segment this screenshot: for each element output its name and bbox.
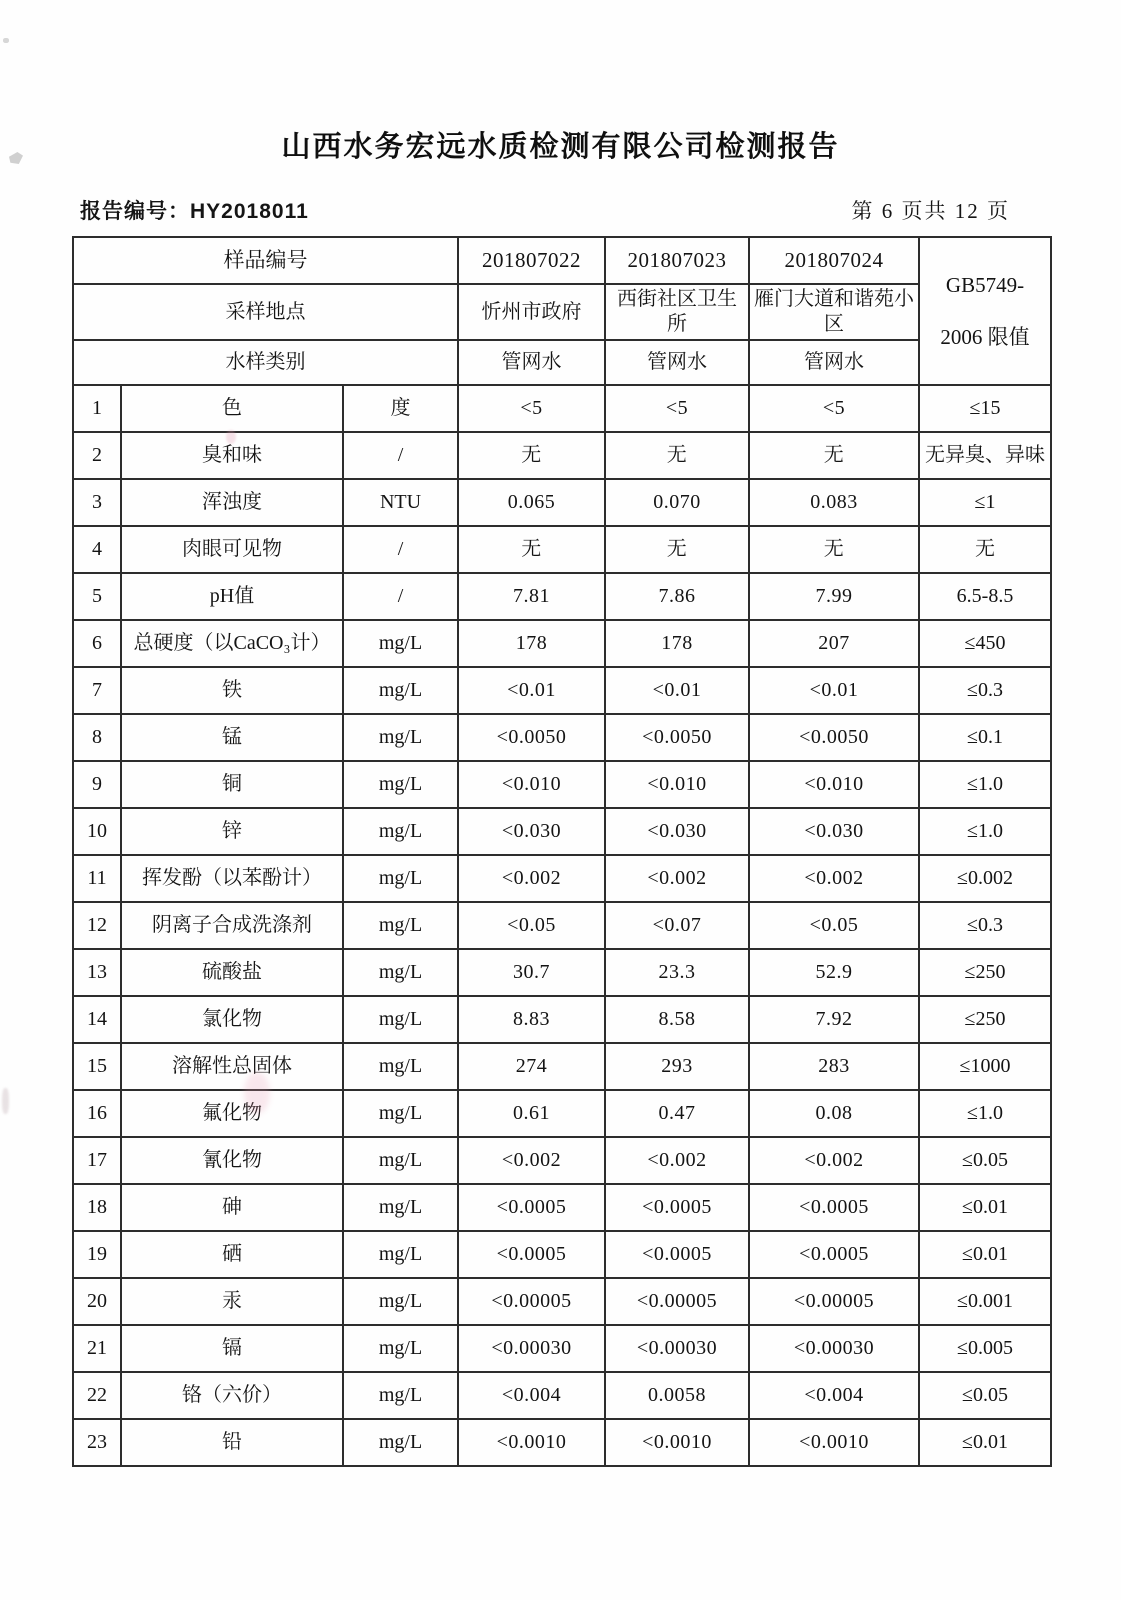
sample-no-cell-2: 201807023 (605, 237, 749, 284)
value-cell-sample-2: 23.3 (605, 949, 749, 996)
value-cell-sample-3: 283 (749, 1043, 919, 1090)
table-row (73, 902, 1051, 949)
value-cell-sample-1: 无 (458, 432, 605, 479)
row-index-cell: 8 (73, 714, 121, 761)
value-cell-sample-3: 无 (749, 432, 919, 479)
table-row (73, 949, 1051, 996)
parameter-name-cell: 色 (121, 385, 343, 432)
value-cell-sample-3: <0.01 (749, 667, 919, 714)
limit-value-cell: ≤15 (919, 385, 1051, 432)
value-cell-sample-3: <0.0010 (749, 1419, 919, 1466)
limit-value-cell: ≤0.01 (919, 1184, 1051, 1231)
limit-value-cell: ≤1 (919, 479, 1051, 526)
row-index-cell: 18 (73, 1184, 121, 1231)
value-cell-sample-3: <0.010 (749, 761, 919, 808)
value-cell-sample-2: 0.070 (605, 479, 749, 526)
table-row (73, 714, 1051, 761)
row-index-cell: 9 (73, 761, 121, 808)
value-cell-sample-1: <0.01 (458, 667, 605, 714)
water-type-cell-1: 管网水 (458, 340, 605, 385)
table-row (73, 1043, 1051, 1090)
limit-value-cell: ≤0.05 (919, 1137, 1051, 1184)
value-cell-sample-1: 178 (458, 620, 605, 667)
unit-cell: mg/L (343, 902, 458, 949)
table-row (73, 479, 1051, 526)
value-cell-sample-1: <5 (458, 385, 605, 432)
table-row (73, 1325, 1051, 1372)
parameter-name-cell: 硒 (121, 1231, 343, 1278)
value-cell-sample-1: 8.83 (458, 996, 605, 1043)
table-row (73, 855, 1051, 902)
unit-cell: mg/L (343, 1231, 458, 1278)
parameter-name-cell: pH值 (121, 573, 343, 620)
value-cell-sample-3: <0.00005 (749, 1278, 919, 1325)
row-index-cell: 21 (73, 1325, 121, 1372)
unit-cell: mg/L (343, 667, 458, 714)
parameter-name-cell: 总硬度（以CaCO₃计） (121, 620, 343, 667)
row-index-cell: 17 (73, 1137, 121, 1184)
value-cell-sample-2: <0.002 (605, 855, 749, 902)
value-cell-sample-1: 无 (458, 526, 605, 573)
value-cell-sample-1: 7.81 (458, 573, 605, 620)
limit-value-cell: ≤0.01 (919, 1231, 1051, 1278)
row-index-cell: 6 (73, 620, 121, 667)
table-row (73, 808, 1051, 855)
value-cell-sample-2: <0.0010 (605, 1419, 749, 1466)
water-type-cell-2: 管网水 (605, 340, 749, 385)
value-cell-sample-3: 52.9 (749, 949, 919, 996)
value-cell-sample-1: <0.010 (458, 761, 605, 808)
sample-no-cell-1: 201807022 (458, 237, 605, 284)
scan-artifact (2, 1088, 9, 1114)
limit-value-cell: ≤0.3 (919, 902, 1051, 949)
parameter-name-cell: 砷 (121, 1184, 343, 1231)
limit-value-cell: ≤0.01 (919, 1419, 1051, 1466)
parameter-name-cell: 阴离子合成洗涤剂 (121, 902, 343, 949)
unit-cell: NTU (343, 479, 458, 526)
value-cell-sample-1: <0.004 (458, 1372, 605, 1419)
value-cell-sample-1: <0.00030 (458, 1325, 605, 1372)
row-index-cell: 19 (73, 1231, 121, 1278)
unit-cell: mg/L (343, 761, 458, 808)
parameter-name-cell: 铁 (121, 667, 343, 714)
value-cell-sample-2: <0.00030 (605, 1325, 749, 1372)
limit-standard-header-cell (919, 237, 1051, 385)
water-type-cell-3: 管网水 (749, 340, 919, 385)
row-index-cell: 1 (73, 385, 121, 432)
parameter-name-cell: 挥发酚（以苯酚计） (121, 855, 343, 902)
parameter-name-cell: 镉 (121, 1325, 343, 1372)
row-index-cell: 22 (73, 1372, 121, 1419)
limit-value-cell: 6.5-8.5 (919, 573, 1051, 620)
value-cell-sample-1: <0.00005 (458, 1278, 605, 1325)
table-row (73, 526, 1051, 573)
value-cell-sample-3: 无 (749, 526, 919, 573)
value-cell-sample-1: <0.0005 (458, 1231, 605, 1278)
report-title: 山西水务宏远水质检测有限公司检测报告 (281, 131, 840, 163)
value-cell-sample-2: <0.030 (605, 808, 749, 855)
limit-value-cell: ≤0.002 (919, 855, 1051, 902)
unit-cell: / (343, 432, 458, 479)
parameter-name-cell: 硫酸盐 (121, 949, 343, 996)
value-cell-sample-3: 7.92 (749, 996, 919, 1043)
value-cell-sample-2: <0.002 (605, 1137, 749, 1184)
table-row (73, 1419, 1051, 1466)
limit-value-cell: ≤1.0 (919, 761, 1051, 808)
value-cell-sample-3: <0.0050 (749, 714, 919, 761)
water-type-label-cell: 水样类别 (73, 340, 458, 385)
parameter-name-cell: 浑浊度 (121, 479, 343, 526)
parameter-name-cell: 锰 (121, 714, 343, 761)
location-cell-1: 忻州市政府 (458, 284, 605, 340)
limit-value-cell: ≤0.001 (919, 1278, 1051, 1325)
value-cell-sample-2: <0.0050 (605, 714, 749, 761)
unit-cell: mg/L (343, 996, 458, 1043)
row-index-cell: 13 (73, 949, 121, 996)
unit-cell: mg/L (343, 949, 458, 996)
page-indicator: 第 6 页共 12 页 (851, 199, 1010, 223)
unit-cell: mg/L (343, 1090, 458, 1137)
row-index-cell: 11 (73, 855, 121, 902)
unit-cell: mg/L (343, 1184, 458, 1231)
parameter-name-cell: 臭和味 (121, 432, 343, 479)
parameter-name-cell: 锌 (121, 808, 343, 855)
value-cell-sample-1: <0.0050 (458, 714, 605, 761)
value-cell-sample-2: <0.07 (605, 902, 749, 949)
value-cell-sample-1: <0.05 (458, 902, 605, 949)
value-cell-sample-3: <0.002 (749, 1137, 919, 1184)
table-row (73, 385, 1051, 432)
unit-cell: mg/L (343, 1043, 458, 1090)
value-cell-sample-2: <5 (605, 385, 749, 432)
unit-cell: / (343, 573, 458, 620)
limit-value-cell: 无 (919, 526, 1051, 573)
row-index-cell: 15 (73, 1043, 121, 1090)
value-cell-sample-3: <0.030 (749, 808, 919, 855)
value-cell-sample-1: 0.61 (458, 1090, 605, 1137)
table-row (73, 1137, 1051, 1184)
value-cell-sample-3: <0.004 (749, 1372, 919, 1419)
value-cell-sample-3: 7.99 (749, 573, 919, 620)
limit-value-cell: ≤0.1 (919, 714, 1051, 761)
limit-value-cell: ≤1.0 (919, 808, 1051, 855)
unit-cell: mg/L (343, 1137, 458, 1184)
row-index-cell: 5 (73, 573, 121, 620)
row-index-cell: 3 (73, 479, 121, 526)
table-row (73, 1278, 1051, 1325)
table-row (73, 667, 1051, 714)
unit-cell: mg/L (343, 808, 458, 855)
row-index-cell: 14 (73, 996, 121, 1043)
table-row (73, 996, 1051, 1043)
table-row (73, 1184, 1051, 1231)
value-cell-sample-3: 207 (749, 620, 919, 667)
unit-cell: mg/L (343, 855, 458, 902)
header-row-sample-no (73, 237, 1051, 284)
value-cell-sample-1: 0.065 (458, 479, 605, 526)
row-index-cell: 23 (73, 1419, 121, 1466)
value-cell-sample-2: 0.0058 (605, 1372, 749, 1419)
header-row-water-type (73, 340, 1051, 385)
sample-no-cell-3: 201807024 (749, 237, 919, 284)
value-cell-sample-3: <0.05 (749, 902, 919, 949)
value-cell-sample-2: 0.47 (605, 1090, 749, 1137)
value-cell-sample-3: <5 (749, 385, 919, 432)
limit-value-cell: ≤0.3 (919, 667, 1051, 714)
value-cell-sample-2: 无 (605, 526, 749, 573)
value-cell-sample-2: <0.00005 (605, 1278, 749, 1325)
header-row-location (73, 284, 1051, 340)
table-row (73, 1090, 1051, 1137)
value-cell-sample-2: 7.86 (605, 573, 749, 620)
unit-cell: mg/L (343, 1278, 458, 1325)
location-cell-3: 雁门大道和谐苑小区 (749, 284, 919, 340)
unit-cell: 度 (343, 385, 458, 432)
value-cell-sample-1: 274 (458, 1043, 605, 1090)
value-cell-sample-2: <0.0005 (605, 1231, 749, 1278)
unit-cell: mg/L (343, 714, 458, 761)
row-index-cell: 16 (73, 1090, 121, 1137)
value-cell-sample-1: <0.002 (458, 1137, 605, 1184)
unit-cell: / (343, 526, 458, 573)
value-cell-sample-1: 30.7 (458, 949, 605, 996)
parameter-name-cell: 铜 (121, 761, 343, 808)
value-cell-sample-2: 293 (605, 1043, 749, 1090)
value-cell-sample-2: 无 (605, 432, 749, 479)
row-index-cell: 12 (73, 902, 121, 949)
row-index-cell: 4 (73, 526, 121, 573)
limit-value-cell: ≤0.005 (919, 1325, 1051, 1372)
unit-cell: mg/L (343, 620, 458, 667)
value-cell-sample-3: <0.0005 (749, 1184, 919, 1231)
parameter-name-cell: 汞 (121, 1278, 343, 1325)
parameter-name-cell: 氰化物 (121, 1137, 343, 1184)
limit-value-cell: ≤0.05 (919, 1372, 1051, 1419)
value-cell-sample-2: 178 (605, 620, 749, 667)
parameter-name-cell: 铬（六价） (121, 1372, 343, 1419)
report-meta-row (72, 195, 1050, 225)
value-cell-sample-1: <0.030 (458, 808, 605, 855)
value-cell-sample-3: 0.08 (749, 1090, 919, 1137)
row-index-cell: 2 (73, 432, 121, 479)
limit-value-cell: 无异臭、异味 (919, 432, 1051, 479)
table-row (73, 573, 1051, 620)
table-row (73, 1231, 1051, 1278)
limit-value-cell: ≤1.0 (919, 1090, 1051, 1137)
limit-value-cell: ≤250 (919, 996, 1051, 1043)
value-cell-sample-2: 8.58 (605, 996, 749, 1043)
value-cell-sample-3: <0.002 (749, 855, 919, 902)
value-cell-sample-2: <0.010 (605, 761, 749, 808)
limit-value-cell: ≤1000 (919, 1043, 1051, 1090)
table-row (73, 432, 1051, 479)
report-number: 报告编号：HY2018011 (80, 200, 309, 223)
limit-standard-code: GB5749- (945, 272, 1025, 297)
row-index-cell: 10 (73, 808, 121, 855)
table-row (73, 761, 1051, 808)
limit-value-cell: ≤250 (919, 949, 1051, 996)
value-cell-sample-2: <0.0005 (605, 1184, 749, 1231)
row-index-cell: 7 (73, 667, 121, 714)
value-cell-sample-1: <0.0010 (458, 1419, 605, 1466)
unit-cell: mg/L (343, 1325, 458, 1372)
value-cell-sample-3: <0.0005 (749, 1231, 919, 1278)
sample-no-label-cell: 样品编号 (73, 237, 458, 284)
unit-cell: mg/L (343, 1372, 458, 1419)
value-cell-sample-2: <0.01 (605, 667, 749, 714)
limit-value-cell: ≤450 (919, 620, 1051, 667)
table-row (73, 1372, 1051, 1419)
parameter-name-cell: 氯化物 (121, 996, 343, 1043)
parameter-name-cell: 氟化物 (121, 1090, 343, 1137)
unit-cell: mg/L (343, 1419, 458, 1466)
value-cell-sample-3: 0.083 (749, 479, 919, 526)
parameter-name-cell: 肉眼可见物 (121, 526, 343, 573)
row-index-cell: 20 (73, 1278, 121, 1325)
location-label-cell: 采样地点 (73, 284, 458, 340)
value-cell-sample-3: <0.00030 (749, 1325, 919, 1372)
location-cell-2: 西街社区卫生所 (605, 284, 749, 340)
limit-standard-label: 2006 限值 (940, 325, 1030, 349)
water-quality-table (72, 236, 1052, 1467)
table-row (73, 620, 1051, 667)
value-cell-sample-1: <0.0005 (458, 1184, 605, 1231)
value-cell-sample-1: <0.002 (458, 855, 605, 902)
parameter-name-cell: 铅 (121, 1419, 343, 1466)
parameter-name-cell: 溶解性总固体 (121, 1043, 343, 1090)
